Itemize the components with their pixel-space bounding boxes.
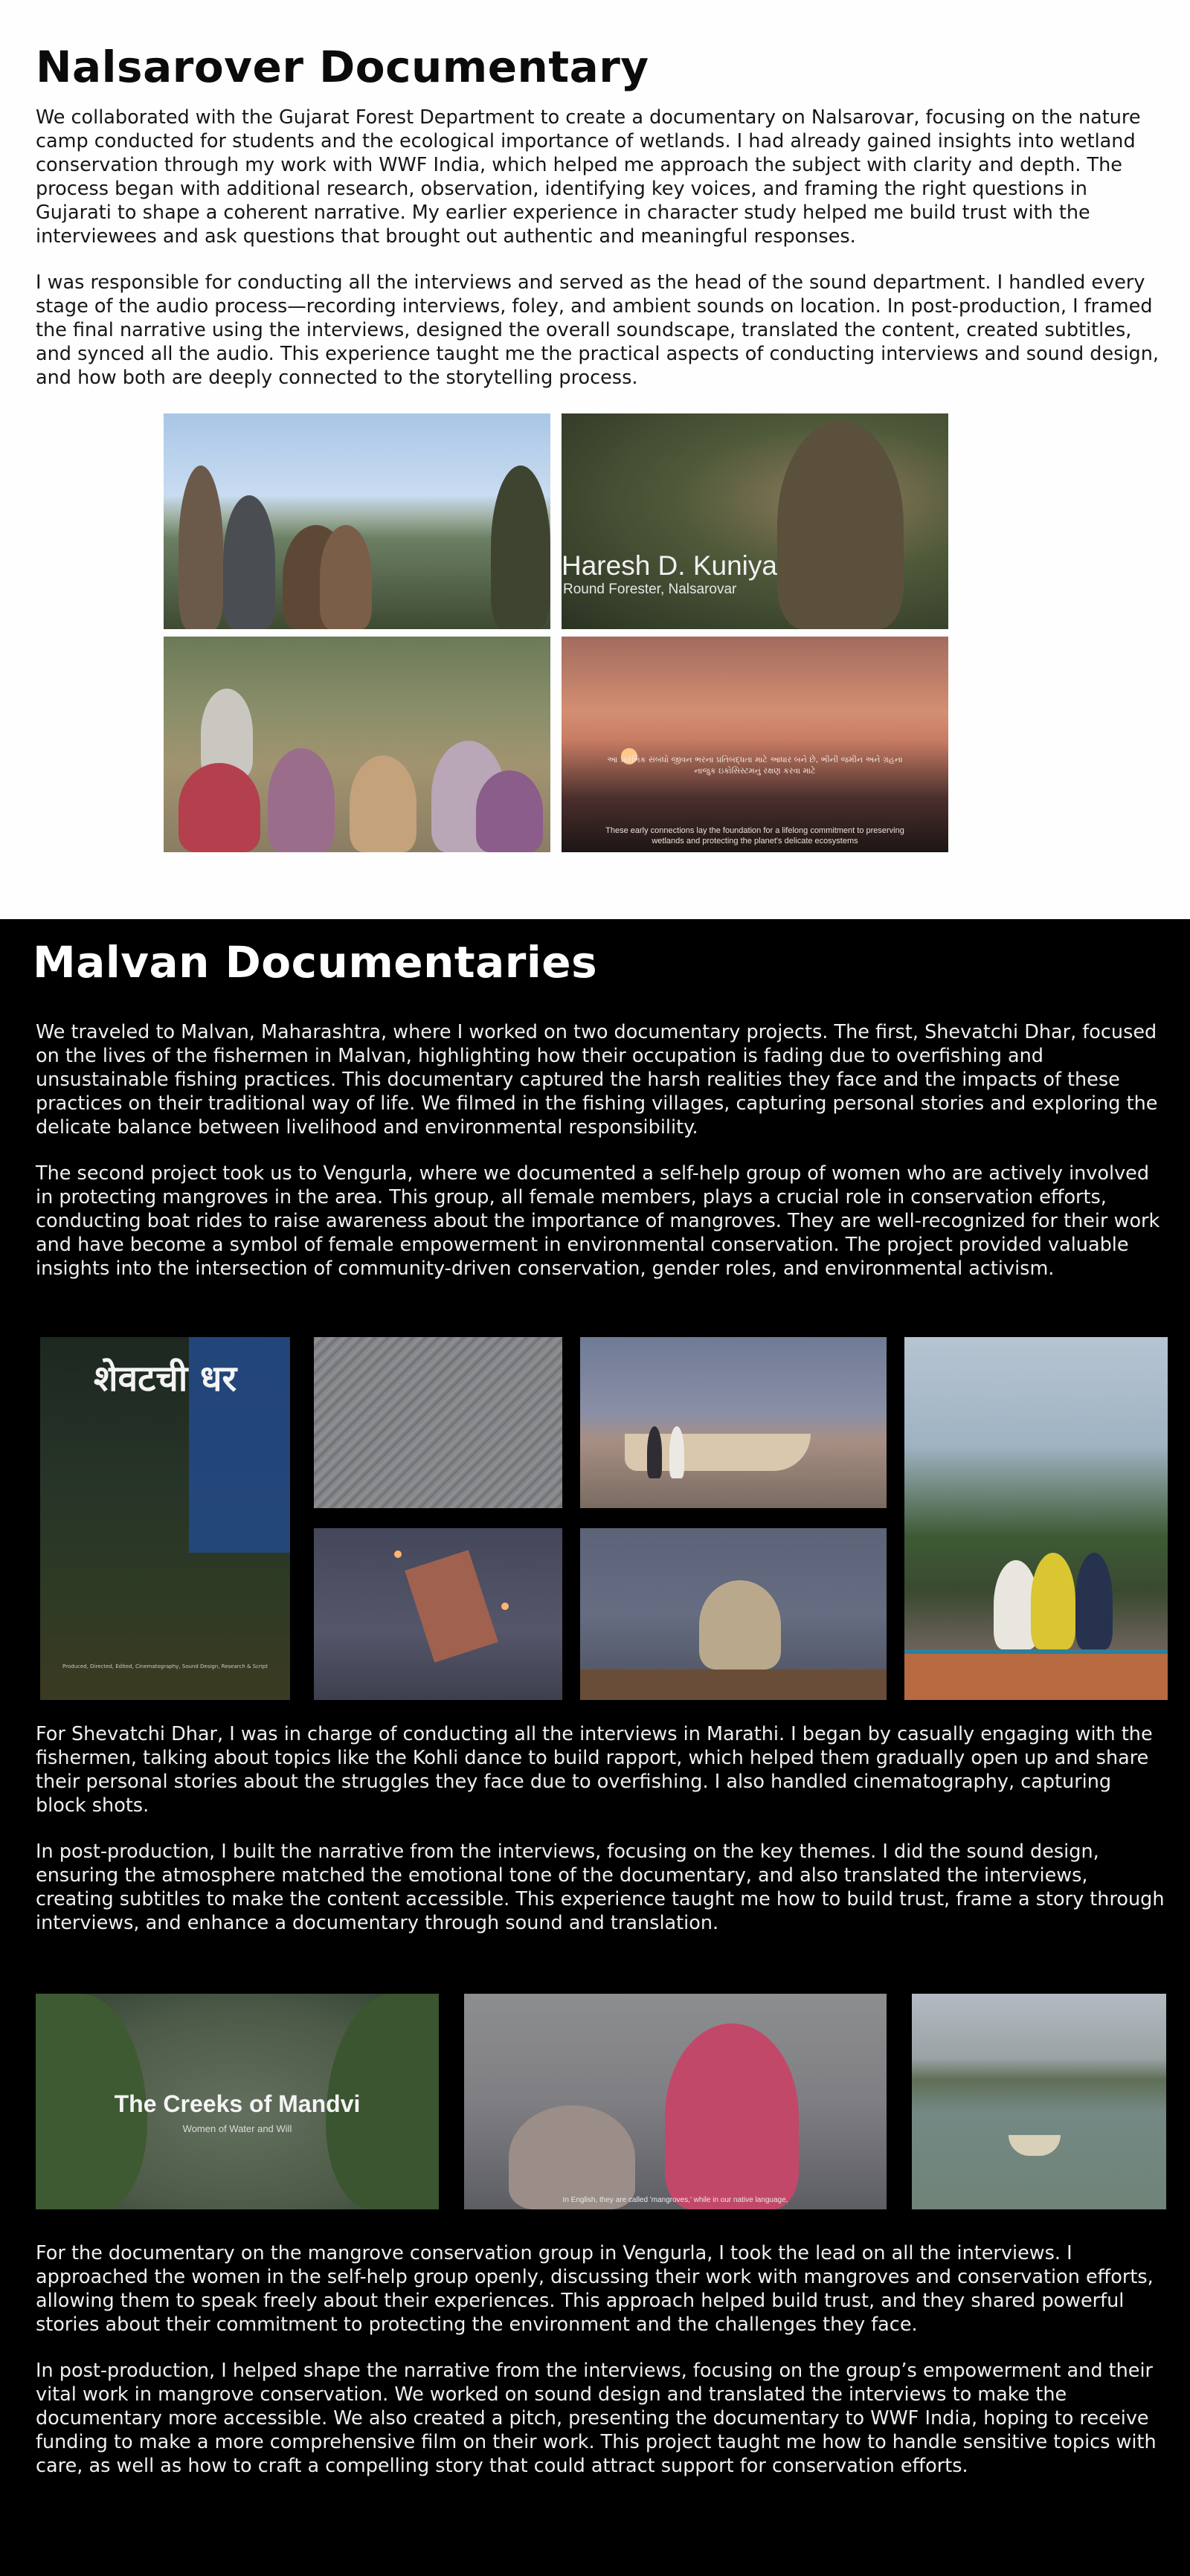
nalsarovar-paragraph-2: I was responsible for conducting all the interviews and served as the head of the sound department. I handled every stage of the audio process—recording interviews, foley, and ambient sounds on location. In post-production, I framed the final narrative using the interviews, designed the overall soundscape, translated the content, created subtitles, and synced all the audio. This experience taught me the practical aspects of conducting interviews and sound design, and how both are deeply connected to the storytelling process. (36, 271, 1159, 389)
malvan-title: Malvan Documentaries (33, 937, 598, 988)
photo-fishermen-boat-beach (580, 1337, 887, 1508)
vengurla-paragraph-1: For the documentary on the mangrove conservation group in Vengurla, I took the lead on all the interviews. I approached the women in the self-help group openly, discussing their work with mangroves and conservation efforts, allowing them to speak freely about their experiences. This approach helped build trust, and they shared powerful stories about their commitment to protecting the environment and the challenges they face. (36, 2242, 1154, 2336)
creeks-subtitle: Women of Water and Will (182, 2123, 292, 2134)
photo-creeks-of-mandvi-aerial (36, 1994, 439, 2209)
shevatchi-paragraph-1: For Shevatchi Dhar, I was in charge of conducting all the interviews in Marathi. I began by casually engaging with the fishermen, talking about topics like the Kohli dance to build rapport, which helped them gradually open up and share their personal stories about the struggles they face due to overfishing. I also handled cinematography, capturing block shots. (36, 1723, 1153, 1817)
malvan-intro-paragraph-1: We traveled to Malvan, Maharashtra, where I worked on two documentary projects. The first, Shevatchi Dhar, focused on the lives of the fishermen in Malvan, highlighting how their occupation is fading due to overfishing and unsustainable fishing practices. This documentary captured the harsh realities they face and the impacts of these practices on their traditional way of life. We filmed in the fishing villages, capturing personal stories and exploring the delicate balance between livelihood and environmental responsibility. (36, 1021, 1158, 1139)
nalsarovar-title: Nalsarover Documentary (36, 42, 649, 92)
photo-fishermen-coconut-palms (904, 1337, 1168, 1700)
english-subtitle: These early connections lay the foundation for a lifelong commitment to preserving wetlands and protecting the planet's delicate ecosystems (605, 826, 904, 846)
lower-third-name: Haresh D. Kuniya (562, 550, 777, 581)
photo-students-interview-lake (164, 413, 550, 629)
poster-title: शेवटची धर (93, 1358, 237, 1400)
lower-third-role: Round Forester, Nalsarovar (563, 582, 737, 597)
nalsarovar-paragraph-1: We collaborated with the Gujarat Forest Department to create a documentary on Nalsarovar, focusing on the nature camp conducted for students and the ecological importance of wetlands. I had already gained insights into wetland conservation through my work with WWF India, which helped me approach the subject with clarity and depth. The process began with additional research, observation, identifying key voices, and framing the right questions in Gujarati to shape a coherent narrative. My earlier experience in character study helped me build trust with the interviewees and ask questions that brought out authentic and meaningful responses. (36, 106, 1141, 248)
poster-credits: Produced, Directed, Edited, Cinematography, Sound Design, Research & Script (62, 1664, 268, 1669)
photo-nature-camp-students (164, 637, 550, 852)
photo-vengurla-women-interview (464, 1994, 887, 2209)
vengurla-interview-subtitle: In English, they are called 'mangroves,' while in our native language, (562, 2196, 788, 2204)
photo-shevatchi-dhar-poster (40, 1337, 290, 1700)
nalsarovar-section (0, 0, 1190, 919)
photo-fish-catch (314, 1337, 562, 1508)
malvan-section (0, 919, 1190, 2576)
photo-haresh-kuniya-interview (562, 413, 948, 629)
creeks-title: The Creeks of Mandvi (114, 2090, 361, 2117)
photo-flag-lamp (314, 1528, 562, 1700)
vengurla-paragraph-2: In post-production, I helped shape the narrative from the interviews, focusing on the group’s empowerment and their vital work in mangrove conservation. We worked on sound design and translated the interviews to make the documentary more accessible. We also created a pitch, presenting the documentary to WWF India, hoping to receive funding to make a more comprehensive film on their work. This project taught me how to handle sensitive topics with care, as well as how to craft a compelling story that could attract support for conservation efforts. (36, 2360, 1157, 2477)
photo-mangrove-boat-ride (912, 1994, 1166, 2209)
photo-sunset-wetland-subtitle (562, 637, 948, 852)
photo-fisherman-in-boat (580, 1528, 887, 1700)
shevatchi-paragraph-2: In post-production, I built the narrative from the interviews, focusing on the key themes. I did the sound design, ensuring the atmosphere matched the emotional tone of the documentary, and also translated the interviews, creating subtitles to make the content accessible. This experience taught me how to build trust, frame a story through interviews, and enhance a documentary through sound and translation. (36, 1841, 1165, 1934)
gujarati-subtitle: આ પ્રારંભિક સંબંધો જીવન ભરના પ્રતિબદ્ધતા માટે આધાર બને છે, ભીની જમીન અને ગ્રહના નાજુક ઇકોસિસ્ટમનું રક્ષણ કરવા માટે (607, 755, 903, 776)
malvan-intro-paragraph-2: The second project took us to Vengurla, where we documented a self-help group of women who are actively involved in protecting mangroves in the area. This group, all female members, plays a crucial role in conservation efforts, conducting boat rides to raise awareness about the importance of mangroves. They are well-recognized for their work and have become a symbol of female empowerment in environmental conservation. The project provided valuable insights into the intersection of community-driven conservation, gender roles, and environmental activism. (36, 1162, 1160, 1280)
